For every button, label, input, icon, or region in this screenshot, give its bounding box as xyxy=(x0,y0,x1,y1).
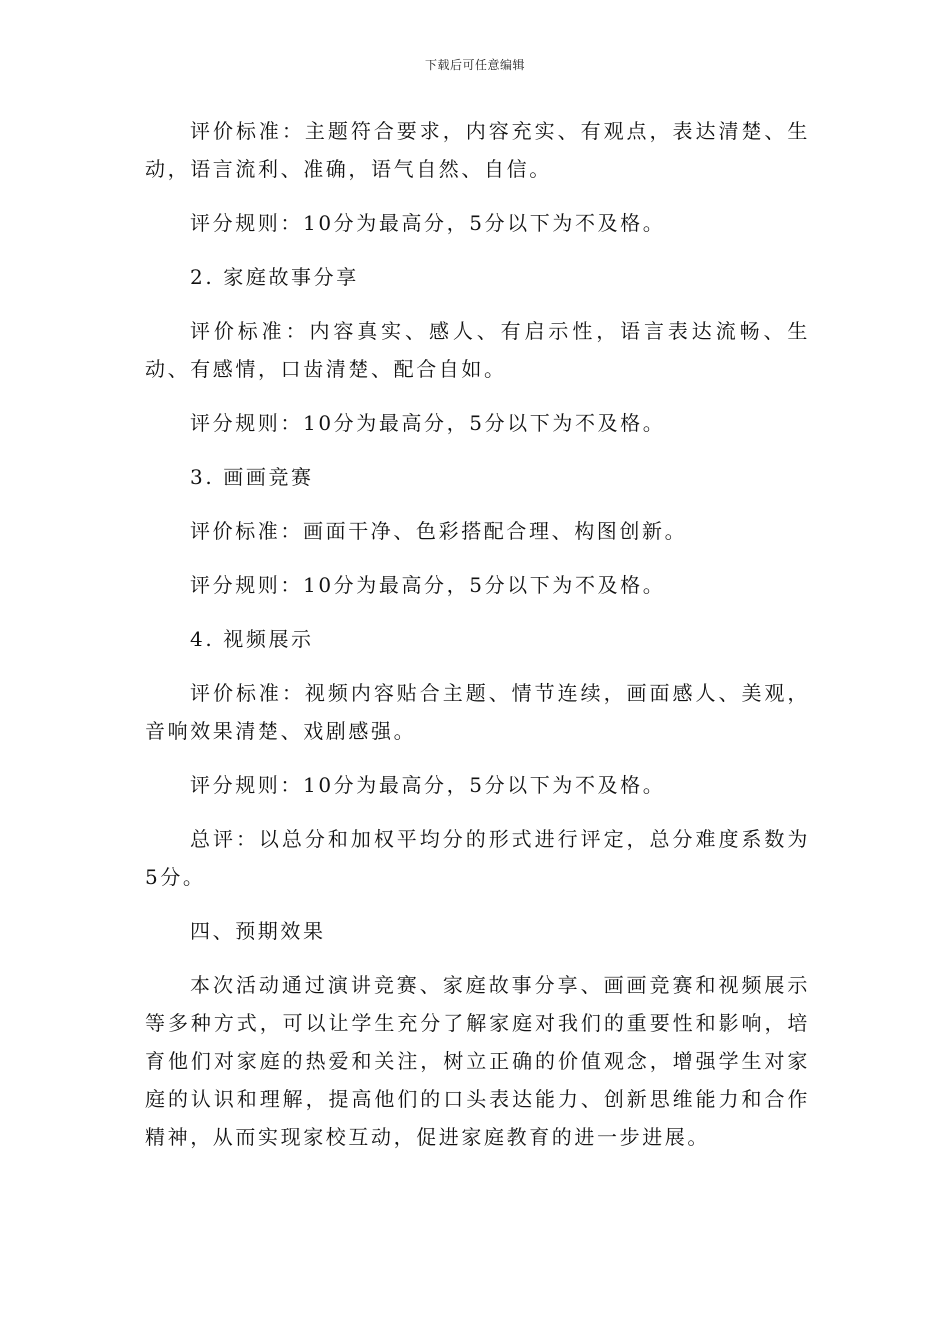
document-body xyxy=(145,112,810,1172)
section-heading-expected-effect: 四、预期效果 xyxy=(190,919,326,943)
section-heading-drawing: 3. 画画竞赛 xyxy=(190,465,314,489)
paragraph-overall-evaluation: 总评：以总分和加权平均分的形式进行评定，总分难度系数为5分。 xyxy=(145,827,810,889)
paragraph-criteria-family-story: 评价标准：内容真实、感人、有启示性，语言表达流畅、生动、有感情，口齿清楚、配合自如。 xyxy=(145,319,810,381)
paragraph-rules-drawing: 评分规则：10分为最高分，5分以下为不及格。 xyxy=(190,573,666,597)
section-heading-family-story: 2. 家庭故事分享 xyxy=(190,265,359,289)
paragraph-criteria-drawing: 评价标准：画面干净、色彩搭配合理、构图创新。 xyxy=(190,519,688,543)
paragraph-criteria-video: 评价标准：视频内容贴合主题、情节连续，画面感人、美观，音响效果清楚、戏剧感强。 xyxy=(145,681,810,743)
page-header: 下载后可任意编辑 xyxy=(424,58,525,72)
paragraph-criteria-speech: 评价标准：主题符合要求，内容充实、有观点，表达清楚、生动，语言流利、准确，语气自然、自信。 xyxy=(145,119,810,181)
paragraph-rules-speech: 评分规则：10分为最高分，5分以下为不及格。 xyxy=(190,211,666,235)
paragraph-rules-video: 评分规则：10分为最高分，5分以下为不及格。 xyxy=(190,773,666,797)
paragraph-rules-family-story: 评分规则：10分为最高分，5分以下为不及格。 xyxy=(190,411,666,435)
paragraph-expected-effect: 本次活动通过演讲竞赛、家庭故事分享、画画竞赛和视频展示等多种方式，可以让学生充分了解家庭对我们的重要性和影响，培育他们对家庭的热爱和关注，树立正确的价值观念，增强学生对家庭的认识和理解，提高他们的口头表达能力、创新思维能力和合作精神，从而实现家校互动，促进家庭教育的进一步进展。 xyxy=(145,973,810,1149)
section-heading-video: 4. 视频展示 xyxy=(190,627,314,651)
